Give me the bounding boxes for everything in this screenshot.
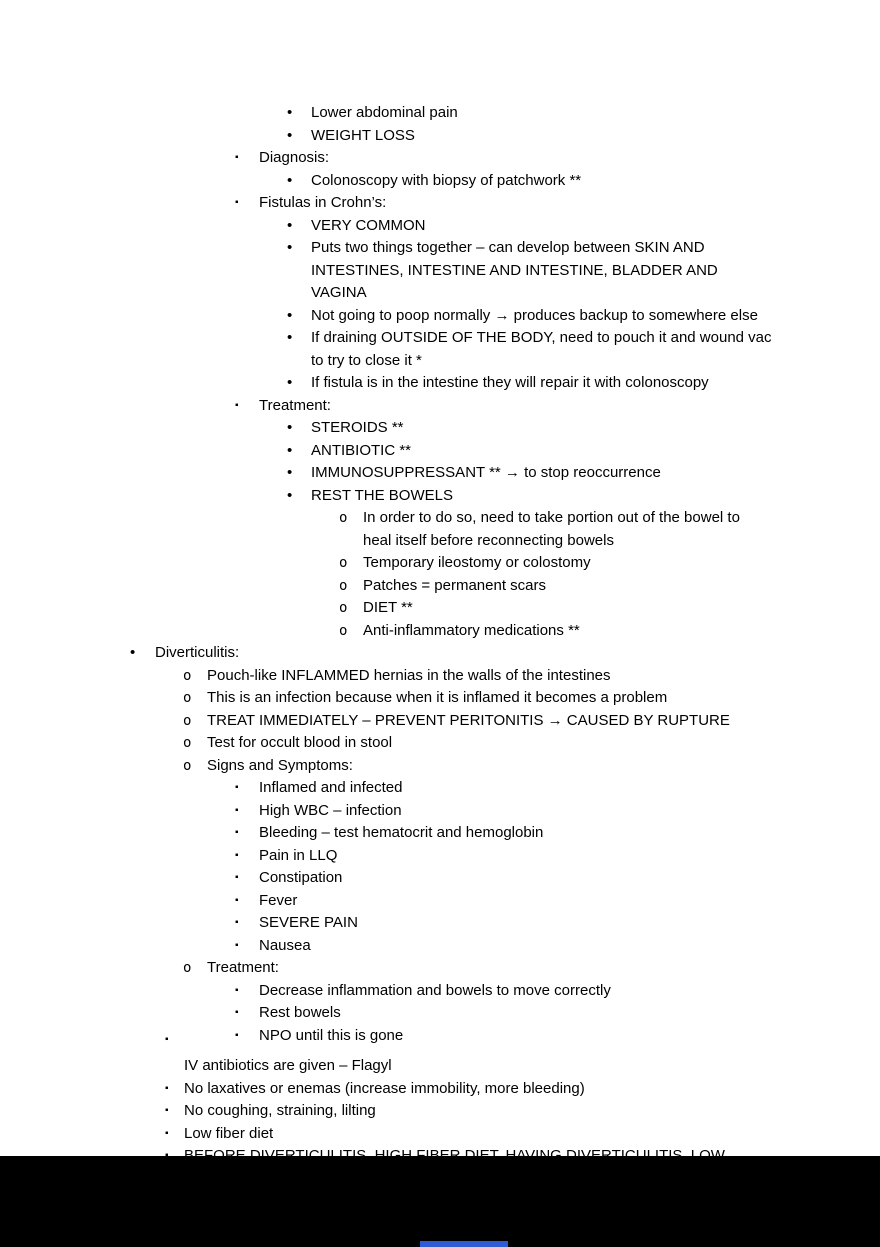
list-item bbox=[0, 327, 880, 372]
list-item bbox=[0, 980, 880, 1003]
list-item-text: TREAT IMMEDIATELY – PREVENT PERITONITIS → CAUSED BY RUPTURE bbox=[207, 711, 730, 729]
disc-bullet-icon: • bbox=[287, 441, 293, 459]
list-item bbox=[0, 755, 880, 778]
list-item bbox=[0, 417, 880, 440]
list-item bbox=[0, 822, 880, 845]
list-item bbox=[0, 575, 880, 598]
list-item-text: ANTIBIOTIC ** bbox=[311, 441, 412, 459]
square-bullet-icon: ▪ bbox=[235, 1007, 239, 1018]
list-item-text: Constipation bbox=[259, 869, 343, 886]
square-bullet-icon: ▪ bbox=[165, 1105, 169, 1116]
list-item-text: Patches = permanent scars bbox=[363, 576, 547, 594]
document-body bbox=[0, 102, 880, 1190]
list-item-text: NPO until this is gone bbox=[259, 1026, 404, 1044]
disc-bullet-icon: • bbox=[287, 126, 293, 144]
list-item-text: No laxatives or enemas (increase immobility, more bleeding) bbox=[184, 1079, 585, 1097]
list-item-text: Test for occult blood in stool bbox=[207, 734, 393, 751]
list-item-text: Inflamed and infected bbox=[259, 779, 403, 796]
list-item-text: WEIGHT LOSS bbox=[311, 126, 415, 144]
list-item-text: Not going to poop normally → produces backup to somewhere else bbox=[311, 306, 758, 324]
square-bullet-icon: ▪ bbox=[235, 917, 239, 928]
square-bullet-icon: ▪ bbox=[235, 399, 239, 411]
circle-bullet-icon: o bbox=[339, 622, 348, 639]
square-bullet-icon: ▪ bbox=[165, 1034, 169, 1045]
list-item-text: Anti-inflammatory medications ** bbox=[363, 621, 580, 639]
list-item bbox=[0, 125, 880, 148]
list-item-text: Bleeding – test hematocrit and hemoglobin bbox=[259, 824, 544, 841]
disc-bullet-icon: • bbox=[287, 239, 293, 256]
list-item-text: In order to do so, need to take portion out of the bowel to heal itself before reconnecting bowels bbox=[363, 509, 745, 549]
circle-bullet-icon: o bbox=[339, 555, 348, 571]
list-item-text: IMMUNOSUPPRESSANT ** → to stop reoccurrence bbox=[311, 464, 661, 481]
list-item-text: Low fiber diet bbox=[184, 1124, 274, 1142]
list-item bbox=[0, 372, 880, 395]
footer-band bbox=[0, 1156, 880, 1247]
circle-bullet-icon: o bbox=[339, 510, 348, 526]
list-item-text: Fistulas in Crohn’s: bbox=[259, 194, 387, 211]
list-item-text: Decrease inflammation and bowels to move correctly bbox=[259, 981, 611, 999]
circle-bullet-icon: o bbox=[183, 690, 192, 706]
disc-bullet-icon: • bbox=[130, 644, 136, 661]
list-item bbox=[0, 305, 880, 328]
square-bullet-icon: ▪ bbox=[235, 984, 239, 996]
list-item-text: DIET ** bbox=[363, 599, 413, 616]
list-item-text: Rest bowels bbox=[259, 1004, 341, 1021]
list-item bbox=[0, 507, 880, 552]
square-bullet-icon: ▪ bbox=[235, 872, 239, 883]
square-bullet-icon: ▪ bbox=[165, 1127, 169, 1139]
list-item-text: No coughing, straining, lilting bbox=[184, 1102, 376, 1119]
disc-bullet-icon: • bbox=[287, 464, 293, 481]
circle-bullet-icon: o bbox=[183, 735, 192, 751]
list-item-text: High WBC – infection bbox=[259, 801, 402, 819]
list-item-text: STEROIDS ** bbox=[311, 419, 404, 436]
disc-bullet-icon: • bbox=[287, 486, 293, 504]
square-bullet-icon: ▪ bbox=[235, 894, 239, 906]
square-bullet-icon: ▪ bbox=[235, 804, 239, 816]
list-item bbox=[0, 102, 880, 125]
square-bullet-icon: ▪ bbox=[235, 1029, 239, 1041]
disc-bullet-icon: • bbox=[287, 171, 293, 189]
list-item bbox=[0, 710, 880, 733]
circle-bullet-icon: o bbox=[183, 667, 192, 684]
square-bullet-icon: ▪ bbox=[235, 939, 239, 951]
list-item bbox=[0, 1078, 880, 1101]
bottom-accent-bar bbox=[420, 1241, 508, 1247]
list-item bbox=[0, 620, 880, 643]
square-bullet-icon: ▪ bbox=[235, 782, 239, 793]
list-item-text: If draining OUTSIDE OF THE BODY, need to pouch it and wound vac to try to close it * bbox=[311, 329, 776, 369]
circle-bullet-icon: o bbox=[183, 960, 192, 976]
list-item bbox=[0, 552, 880, 575]
list-item-text: Fever bbox=[259, 891, 298, 909]
list-item bbox=[0, 935, 880, 958]
list-item-text: If fistula is in the intestine they will repair it with colonoscopy bbox=[311, 374, 709, 391]
list-item bbox=[0, 845, 880, 868]
list-item-text: Temporary ileostomy or colostomy bbox=[363, 554, 591, 571]
list-item-text: IV antibiotics are given – Flagyl bbox=[184, 1057, 392, 1074]
square-bullet-icon: ▪ bbox=[235, 827, 239, 838]
list-item bbox=[0, 1025, 880, 1048]
list-item bbox=[0, 597, 880, 620]
disc-bullet-icon: • bbox=[287, 216, 293, 234]
list-item-text: Puts two things together – can develop between SKIN AND INTESTINES, INTESTINE AND INTESTINE, BLADDER AND VAGINA bbox=[311, 239, 722, 301]
list-item-text: REST THE BOWELS bbox=[311, 486, 453, 504]
list-item bbox=[0, 440, 880, 463]
list-item bbox=[0, 1123, 880, 1146]
disc-bullet-icon: • bbox=[287, 329, 293, 346]
list-item-text: Diverticulitis: bbox=[155, 644, 240, 661]
list-item-text: Pouch-like INFLAMMED hernias in the walls of the intestines bbox=[207, 666, 611, 684]
list-item bbox=[0, 215, 880, 238]
list-item bbox=[0, 800, 880, 823]
list-item bbox=[0, 1002, 880, 1025]
circle-bullet-icon: o bbox=[183, 757, 192, 774]
list-item bbox=[0, 642, 880, 665]
list-item bbox=[0, 867, 880, 890]
list-item-text: VERY COMMON bbox=[311, 216, 426, 234]
circle-bullet-icon: o bbox=[183, 712, 192, 729]
circle-bullet-icon: o bbox=[339, 600, 348, 616]
list-item-text: Diagnosis: bbox=[259, 149, 330, 166]
list-item-text: Colonoscopy with biopsy of patchwork ** bbox=[311, 171, 582, 189]
list-item bbox=[0, 777, 880, 800]
disc-bullet-icon: • bbox=[287, 374, 293, 391]
disc-bullet-icon: • bbox=[287, 419, 293, 436]
list-item bbox=[0, 890, 880, 913]
list-item bbox=[0, 957, 880, 980]
list-item bbox=[0, 147, 880, 170]
list-item bbox=[0, 485, 880, 508]
list-item-text: This is an infection because when it is inflamed it becomes a problem bbox=[207, 689, 668, 706]
circle-bullet-icon: o bbox=[339, 577, 348, 594]
list-item bbox=[0, 170, 880, 193]
list-item bbox=[0, 395, 880, 418]
square-bullet-icon: ▪ bbox=[235, 849, 239, 861]
list-item bbox=[0, 732, 880, 755]
square-bullet-icon: ▪ bbox=[235, 197, 239, 208]
list-item bbox=[0, 192, 880, 215]
list-item bbox=[0, 665, 880, 688]
list-item-text: Treatment: bbox=[259, 396, 331, 414]
square-bullet-icon: ▪ bbox=[165, 1082, 169, 1094]
disc-bullet-icon: • bbox=[287, 306, 293, 324]
list-item-text: Pain in LLQ bbox=[259, 846, 338, 864]
list-item bbox=[0, 912, 880, 935]
list-item-text: SEVERE PAIN bbox=[259, 914, 358, 931]
list-item-text: Treatment: bbox=[207, 959, 279, 976]
list-item-text: Nausea bbox=[259, 936, 311, 954]
list-item-text: Lower abdominal pain bbox=[311, 104, 458, 121]
list-item bbox=[0, 687, 880, 710]
square-bullet-icon: ▪ bbox=[235, 152, 239, 163]
list-item bbox=[0, 1100, 880, 1123]
list-item-text: Signs and Symptoms: bbox=[207, 756, 353, 774]
list-item bbox=[0, 237, 880, 305]
disc-bullet-icon: • bbox=[287, 104, 293, 121]
list-item bbox=[0, 462, 880, 485]
